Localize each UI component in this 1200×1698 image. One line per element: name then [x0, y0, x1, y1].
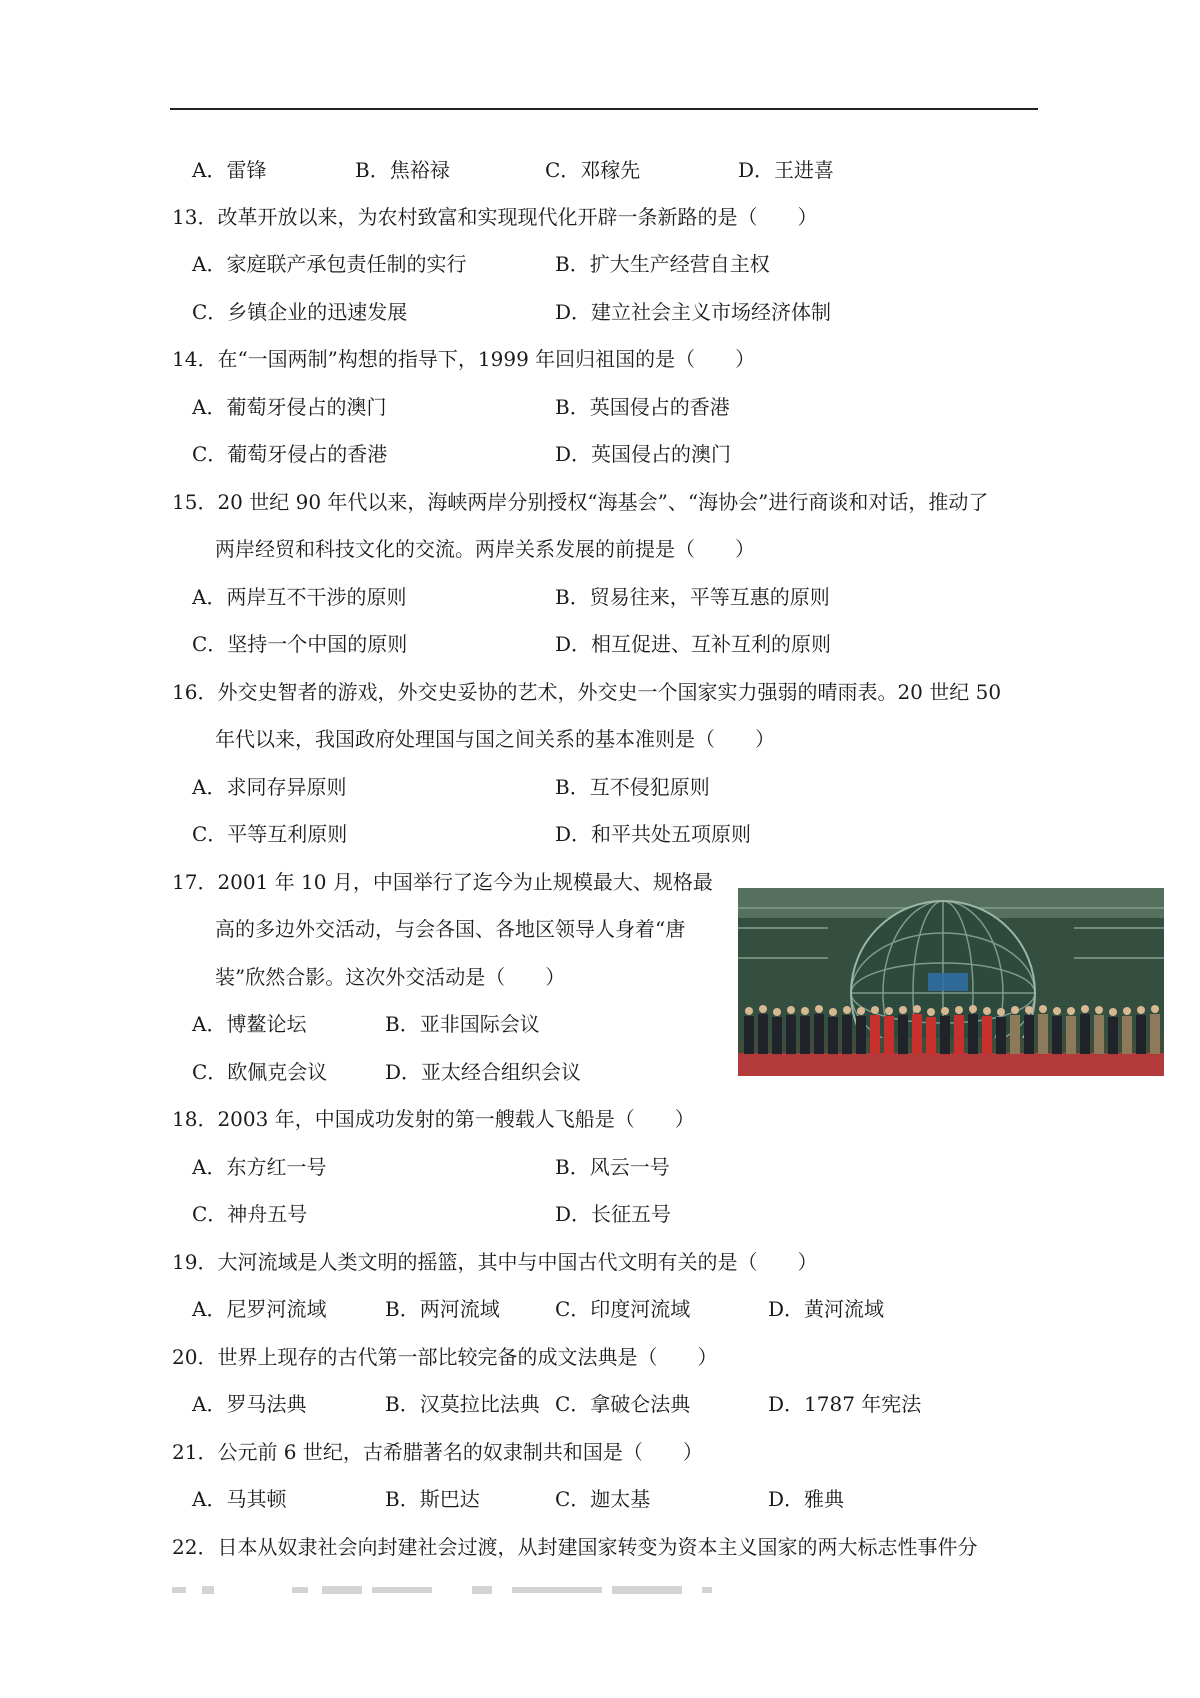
q13-option-b[interactable]: B．扩大生产经营自主权: [555, 252, 770, 276]
q12-option-d[interactable]: D．王进喜: [738, 158, 835, 182]
q19-option-a[interactable]: A．尼罗河流域: [192, 1297, 327, 1321]
q13-option-a[interactable]: A．家庭联产承包责任制的实行: [192, 252, 467, 276]
q13-option-d[interactable]: D．建立社会主义市场经济体制: [555, 300, 832, 324]
q17-stem-line2: 高的多边外交活动，与会各国、各地区领导人身着“唐: [215, 917, 686, 941]
q22-stem: 22．日本从奴隶社会向封建社会过渡，从封建国家转变为资本主义国家的两大标志性事件分: [172, 1535, 978, 1559]
faded-text-fragment: [172, 1582, 772, 1598]
q15-stem-line2: 两岸经贸和科技文化的交流。两岸关系发展的前提是（ ）: [215, 537, 755, 561]
q15-option-c[interactable]: C．坚持一个中国的原则: [192, 632, 408, 656]
q21-option-c[interactable]: C．迦太基: [555, 1487, 651, 1511]
q17-apec-photo: [738, 888, 1164, 1076]
q16-option-d[interactable]: D．和平共处五项原则: [555, 822, 752, 846]
q20-option-a[interactable]: A．罗马法典: [192, 1392, 307, 1416]
q17-stem-line3: 装”欣然合影。这次外交活动是（ ）: [215, 965, 566, 989]
q14-option-b[interactable]: B．英国侵占的香港: [555, 395, 730, 419]
q13-stem: 13．改革开放以来，为农村致富和实现现代化开辟一条新路的是（ ）: [172, 205, 818, 229]
q21-option-d[interactable]: D．雅典: [768, 1487, 845, 1511]
apec-photo-drawing: [738, 888, 1164, 1076]
q18-stem: 18．2003 年，中国成功发射的第一艘载人飞船是（ ）: [172, 1107, 695, 1131]
q20-option-c[interactable]: C．拿破仑法典: [555, 1392, 691, 1416]
q14-option-a[interactable]: A．葡萄牙侵占的澳门: [192, 395, 387, 419]
q16-option-a[interactable]: A．求同存异原则: [192, 775, 347, 799]
q18-option-c[interactable]: C．神舟五号: [192, 1202, 308, 1226]
q17-option-d[interactable]: D．亚太经合组织会议: [385, 1060, 582, 1084]
q18-option-d[interactable]: D．长征五号: [555, 1202, 672, 1226]
q21-stem: 21．公元前 6 世纪，古希腊著名的奴隶制共和国是（ ）: [172, 1440, 703, 1464]
q18-option-a[interactable]: A．东方红一号: [192, 1155, 327, 1179]
q14-stem: 14．在“一国两制”构想的指导下，1999 年回归祖国的是（ ）: [172, 347, 756, 371]
q16-stem-line2: 年代以来，我国政府处理国与国之间关系的基本准则是（ ）: [215, 727, 775, 751]
header-rule: [170, 108, 1038, 110]
q15-option-b[interactable]: B．贸易往来，平等互惠的原则: [555, 585, 830, 609]
q19-option-c[interactable]: C．印度河流域: [555, 1297, 691, 1321]
q13-option-c[interactable]: C．乡镇企业的迅速发展: [192, 300, 408, 324]
q20-stem: 20．世界上现存的古代第一部比较完备的成文法典是（ ）: [172, 1345, 718, 1369]
q19-option-d[interactable]: D．黄河流域: [768, 1297, 885, 1321]
q17-option-b[interactable]: B．亚非国际会议: [385, 1012, 540, 1036]
q20-option-b[interactable]: B．汉莫拉比法典: [385, 1392, 540, 1416]
q19-stem: 19．大河流域是人类文明的摇篮，其中与中国古代文明有关的是（ ）: [172, 1250, 818, 1274]
q17-option-c[interactable]: C．欧佩克会议: [192, 1060, 328, 1084]
q12-option-c[interactable]: C．邓稼先: [545, 158, 641, 182]
q17-stem-line1: 17．2001 年 10 月，中国举行了迄今为止规模最大、规格最: [172, 870, 713, 894]
q16-option-b[interactable]: B．互不侵犯原则: [555, 775, 710, 799]
q14-option-d[interactable]: D．英国侵占的澳门: [555, 442, 732, 466]
q16-stem-line1: 16．外交史智者的游戏，外交史妥协的艺术，外交史一个国家实力强弱的晴雨表。20 世纪 50: [172, 680, 1002, 704]
q15-stem-line1: 15．20 世纪 90 年代以来，海峡两岸分别授权“海基会”、“海协会”进行商谈和对话，推动了: [172, 490, 989, 514]
q12-option-a[interactable]: A．雷锋: [192, 158, 267, 182]
q20-option-d[interactable]: D．1787 年宪法: [768, 1392, 922, 1416]
q18-option-b[interactable]: B．风云一号: [555, 1155, 670, 1179]
q21-option-a[interactable]: A．马其顿: [192, 1487, 287, 1511]
q15-option-d[interactable]: D．相互促进、互补互利的原则: [555, 632, 832, 656]
q16-option-c[interactable]: C．平等互利原则: [192, 822, 348, 846]
q12-option-b[interactable]: B．焦裕禄: [355, 158, 450, 182]
q21-option-b[interactable]: B．斯巴达: [385, 1487, 480, 1511]
q14-option-c[interactable]: C．葡萄牙侵占的香港: [192, 442, 388, 466]
q15-option-a[interactable]: A．两岸互不干涉的原则: [192, 585, 407, 609]
q17-option-a[interactable]: A．博鳌论坛: [192, 1012, 307, 1036]
q19-option-b[interactable]: B．两河流域: [385, 1297, 500, 1321]
